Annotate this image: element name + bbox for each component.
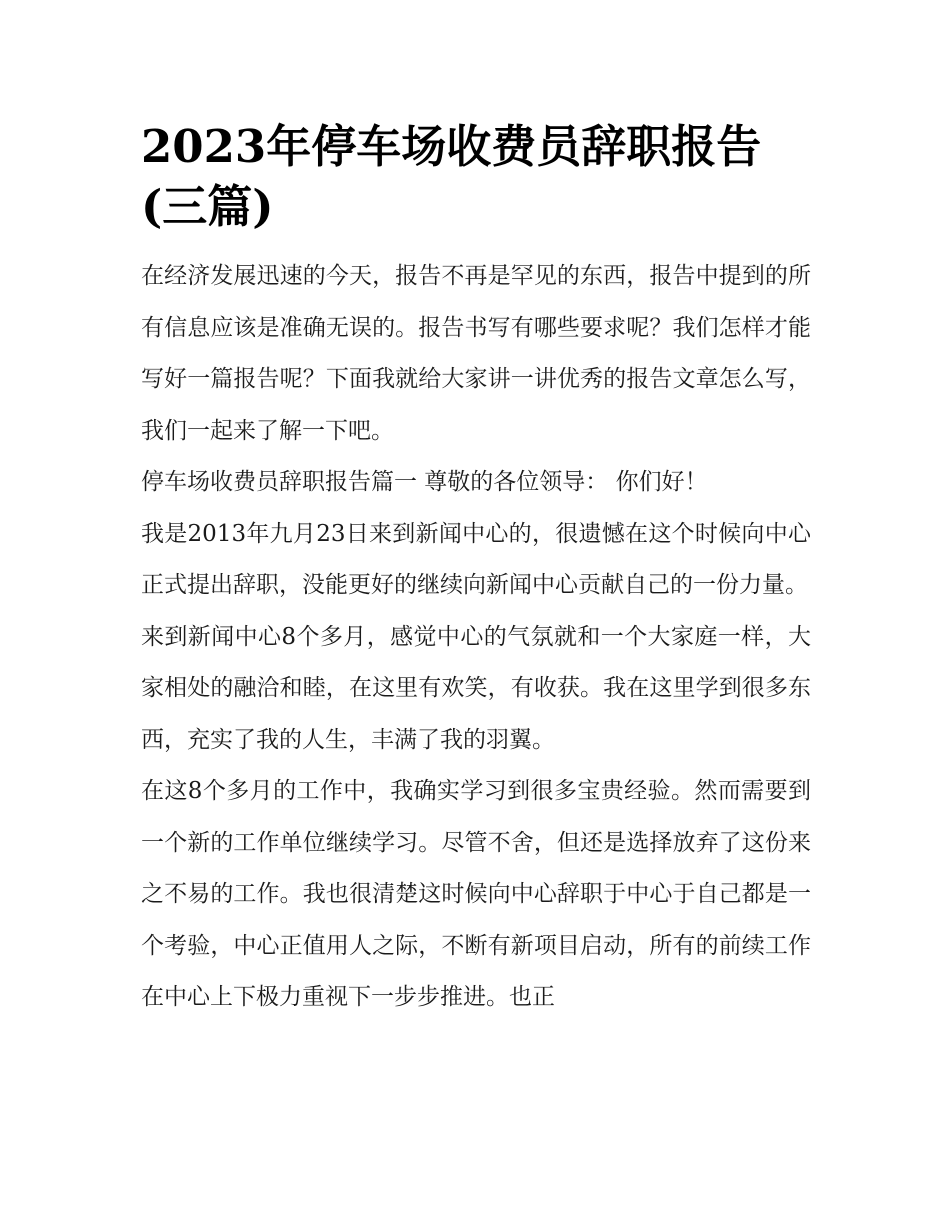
body-paragraph-2: 来到新闻中心8个多月，感觉中心的气氛就和一个大家庭一样，大家相处的融洽和睦，在这里有欢笑，有收获。我在这里学到很多东西，充实了我的人生，丰满了我的羽翼。 [141, 623, 811, 753]
intro-paragraph: 在经济发展迅速的今天，报告不再是罕见的东西，报告中提到的所有信息应该是准确无误的。报告书写有哪些要求呢？我们怎样才能写好一篇报告呢？下面我就给大家讲一讲优秀的报告文章怎么写，我们一起来了解一下吧。 [141, 263, 811, 444]
document-body [141, 117, 811, 1024]
document-title: 2023年停车场收费员辞职报告(三篇) [141, 120, 762, 233]
body-paragraph-3: 在这8个多月的工作中，我确实学习到很多宝贵经验。然而需要到一个新的工作单位继续学习。尽管不舍，但还是选择放弃了这份来之不易的工作。我也很清楚这时候向中心辞职于中心于自己都是一个考验，中心正值用人之际，不断有新项目启动，所有的前续工作在中心上下极力重视下一步步推进。也正 [141, 778, 811, 1010]
greeting-paragraph: 停车场收费员辞职报告篇一 尊敬的各位领导： 你们好！ [141, 469, 708, 495]
body-paragraph-1: 我是2013年九月23日来到新闻中心的，很遗憾在这个时候向中心正式提出辞职，没能更好的继续向新闻中心贡献自己的一份力量。 [141, 520, 811, 598]
